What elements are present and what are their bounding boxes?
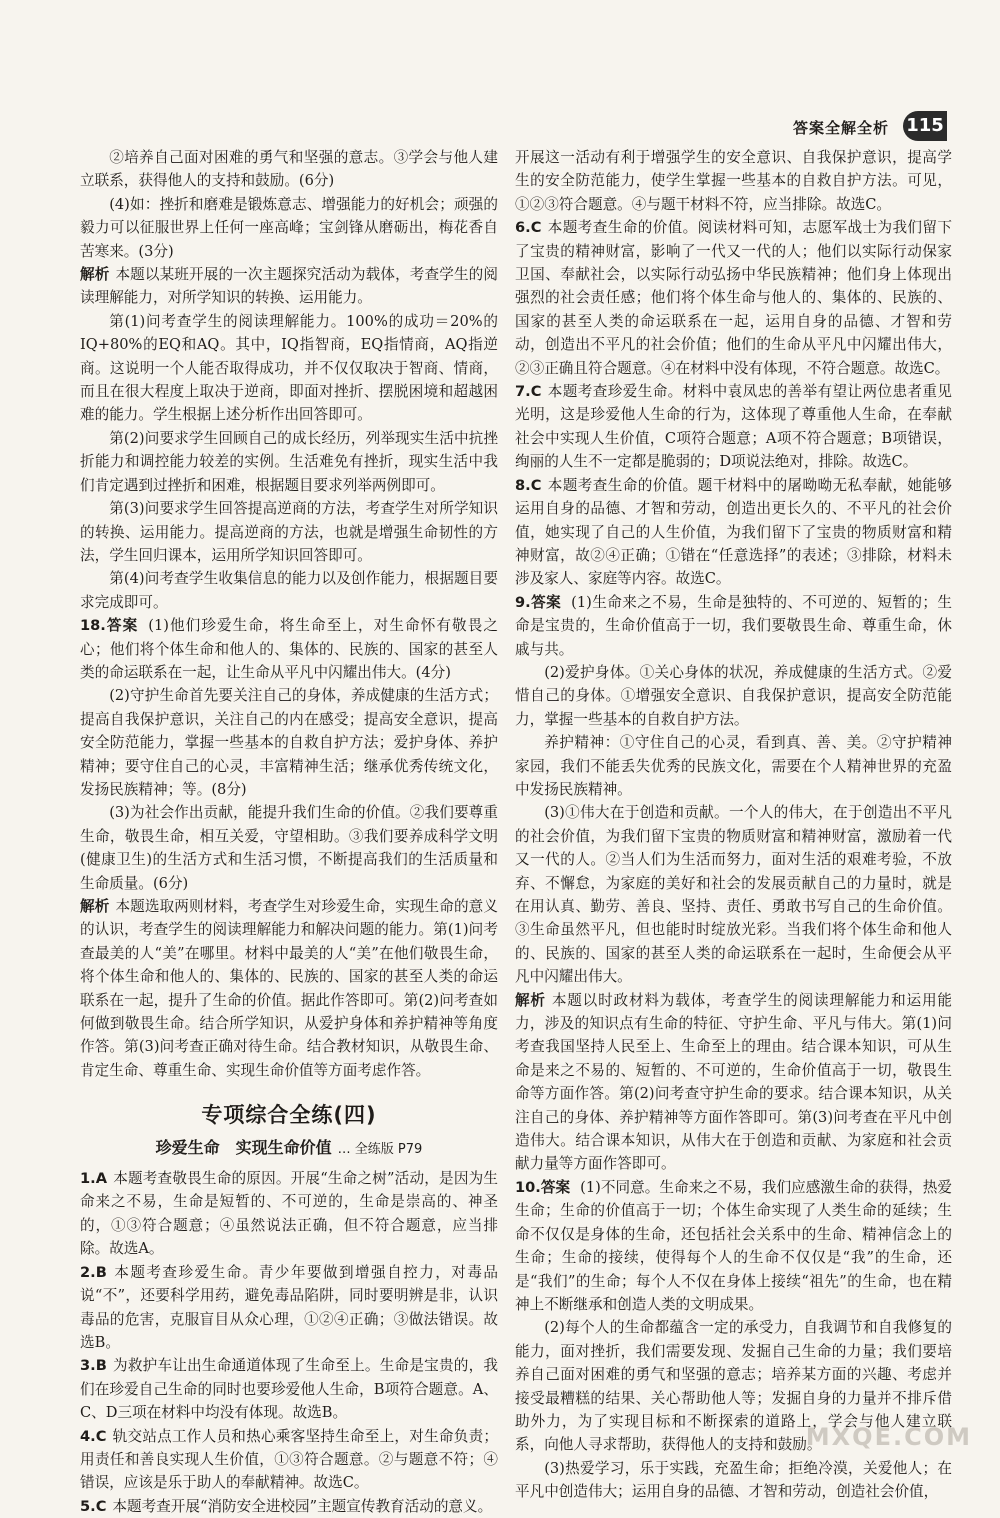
question-number: 18.答案 bbox=[80, 617, 139, 635]
question-number: 7.C bbox=[515, 383, 542, 401]
paragraph: (3)①伟大在于创造和贡献。一个人的伟大，在于创造出不平凡的社会价值，为我们留下宝贵的物质财富和精神财富，激励着一代又一代的人。②当人们为生活而努力，面对生活的艰难考验，不放弃、不懈怠，为家庭的美好和社会的发展贡献自己的力量时，就是在用认真、勤劳、善良、坚持、责任、勇敢书写自己的生命价值。③生命虽然平凡，但也能时时绽放光彩。当我们将个体生命和他人的、民族的、国家的甚至人类的命运联系在一起时，生命便会从平凡中闪耀出伟大。 bbox=[515, 804, 952, 986]
answer-text: 本题考查敬畏生命的原因。开展“生命之树”活动，是因为生命来之不易，生命是短暂的、不可逆的，生命是崇高的、神圣的，①③符合题意；④虽然说法正确，但不符合题意，应当排除。故选A。 bbox=[80, 1170, 498, 1258]
section-subtitle-text: 珍爱生命 实现生命价值 bbox=[155, 1137, 332, 1157]
section-subtitle bbox=[80, 1136, 498, 1161]
answer-text: 本题考查生命的价值。阅读材料可知，志愿军战士为我们留下了宝贵的精神财富，影响了一代又一代的人；他们以实际行动保家卫国、奉献社会，以实际行动弘扬中华民族精神；他们身上体现出强烈的社会责任感；他们将个体生命与他人的、集体的、民族的、国家的甚至人类的命运联系在一起，运用自身的品德、才智和劳动，创造出不平凡的社会价值；他们的生命从平凡中闪耀出伟大，②③正确且符合题意。④在材料中没有体现，不符合题意。故选C。 bbox=[515, 219, 952, 377]
answer-text: (1)不同意。生命来之不易，我们应感激生命的获得，热爱生命；生命的价值高于一切；个体生命实现了人类生命的延续；生命不仅仅是身体的生命，还包括社会关系中的生命、精神信念上的生命；生命的接续，使得每个人的生命不仅仅是“我”的生命，还是“我们”的生命；每个人不仅在身体上接续“祖先”的生命，也在精神上不断继承和创造人类的文明成果。 bbox=[515, 1178, 952, 1313]
answer-2 bbox=[80, 1261, 498, 1355]
watermark: MXQE.COM bbox=[805, 1423, 972, 1451]
page-header bbox=[0, 0, 1000, 150]
answer-5 bbox=[80, 1495, 498, 1518]
section-title: 专项综合全练(四) bbox=[201, 1103, 377, 1128]
answer-1 bbox=[80, 1167, 498, 1261]
answer-text: (1)生命来之不易，生命是独特的、不可逆的、短暂的；生命是宝贵的，生命价值高于一切，我们要敬畏生命、尊重生命，休戚与共。 bbox=[515, 593, 952, 658]
paragraph: 开展这一活动有利于增强学生的安全意识、自我保护意识，提高学生的安全防范能力，使学生掌握一些基本的自救自护方法。可见，①②③符合题意。④与题干材料不符，应当排除。故选C。 bbox=[515, 149, 952, 213]
answer-9 bbox=[515, 591, 952, 661]
answer-8 bbox=[515, 474, 952, 591]
analysis-text: 本题选取两则材料，考查学生对珍爱生命，实现生命的意义的认识，考查学生的阅读理解能力和解决问题的能力。第(1)问考查最美的人“美”在哪里。材料中最美的人“美”在他们敬畏生命，将个体生命和他人的、集体的、民族的、国家的甚至人类的命运联系在一起，提升了生命的价值。据此作答即可。第(2)问考查如何做到敬畏生命。结合所学知识，从爱护身体和养护精神等角度作答。第(3)问考查正确对待生命。结合教材知识，从敬畏生命、肯定生命、尊重生命、实现生命价值等方面考虑作答。 bbox=[80, 898, 498, 1079]
answer-text: 为救护车让出生命通道体现了生命至上。生命是宝贵的，我们在珍爱自己生命的同时也要珍爱他人生命，B项符合题意。A、C、D三项在材料中均没有体现。故选B。 bbox=[80, 1357, 498, 1422]
answer-3 bbox=[80, 1354, 498, 1424]
question-number: 9.答案 bbox=[515, 593, 562, 611]
header-title: 答案全解全析 bbox=[793, 119, 890, 137]
analysis-9 bbox=[515, 989, 952, 1176]
analysis-text: 本题以时政材料为载体，考查学生的阅读理解能力和运用能力，涉及的知识点有生命的特征、守护生命、平凡与伟大。第(1)问考查我国坚持人民至上、生命至上的理由。结合课本知识，可从生命是来之不易的、短暂的、不可逆的，生命价值高于一切，敬畏生命等方面作答。第(2)问考查守护生命的要求。结合课本知识，从关注自己的身体、养护精神等方面作答即可。第(3)问考查在平凡中创造伟大。结合课本知识，从伟大在于创造和贡献、为家庭和社会贡献力量等方面作答即可。 bbox=[515, 991, 952, 1173]
answer-7 bbox=[515, 380, 952, 474]
section-reference: … 全练版 P79 bbox=[337, 1141, 423, 1157]
answer-text: 本题考查生命的价值。题干材料中的屠呦呦无私奉献，她能够运用自身的品德、才智和劳动，创造出更长久的、不平凡的社会价值，她实现了自己的人生价值，为我们留下了宝贵的物质财富和精神财富，故②④正确；①错在“任意选择”的表述；③排除，材料未涉及家人、家庭等内容。故选C。 bbox=[515, 476, 952, 588]
paragraph: 第(3)问要求学生回答提高逆商的方法，考查学生对所学知识的转换、运用能力。提高逆商的方法，也就是增强生命韧性的方法，学生回归课本，运用所学知识回答即可。 bbox=[80, 500, 498, 564]
question-number: 6.C bbox=[515, 219, 542, 237]
paragraph: 第(1)问考查学生的阅读理解能力。100%的成功＝20%的IQ+80%的EQ和AQ。其中，IQ指智商，EQ指情商，AQ指逆商。这说明一个人能否取得成功，并不仅仅取决于智商、情商，而且在很大程度上取决于逆商，即面对挫折、摆脱困境和超越困难的能力。学生根据上述分析作出回答即可。 bbox=[80, 312, 498, 424]
answer-text: 本题考查开展“消防安全进校园”主题宣传教育活动的意义。 bbox=[112, 1497, 493, 1515]
question-number: 5.C bbox=[80, 1497, 107, 1515]
analysis-text: 本题以某班开展的一次主题探究活动为载体，考查学生的阅读理解能力，对所学知识的转换、运用能力。 bbox=[80, 266, 498, 307]
answer-4 bbox=[80, 1425, 498, 1495]
answer-6 bbox=[515, 216, 952, 380]
answer-18 bbox=[80, 614, 498, 684]
analysis-label: 解析 bbox=[515, 991, 546, 1009]
analysis-label: 解析 bbox=[80, 266, 110, 284]
paragraph bbox=[80, 263, 498, 310]
paragraph: (2)爱护身体。①关心身体的状况，养成健康的生活方式。②爱惜自己的身体。①增强安全意识、自我保护意识，提高安全防范能力，掌握一些基本的自救自护方法。 bbox=[515, 663, 952, 728]
paragraph: ②培养自己面对困难的勇气和坚强的意志。③学会与他人建立联系，获得他人的支持和鼓励。(6分) bbox=[80, 149, 498, 190]
question-number: 3.B bbox=[80, 1357, 107, 1375]
paragraph: (3)为社会作出贡献，能提升我们生命的价值。②我们要尊重生命，敬畏生命，相互关爱，守望相助。③我们要养成科学文明(健康卫生)的生活方式和生活习惯，不断提高我们的生活质量和生命质量。(6分) bbox=[80, 804, 498, 892]
paragraph: (4)如：挫折和磨难是锻炼意志、增强能力的好机会；顽强的毅力可以征服世界上任何一座高峰；宝剑锋从磨砺出，梅花香自苦寒来。(3分) bbox=[80, 195, 498, 260]
answer-text: 本题考查珍爱生命。材料中袁凤忠的善举有望让两位患者重见光明，这是珍爱他人生命的行为，这体现了尊重他人生命，在奉献社会中实现人生价值，C项符合题意；A项不符合题意；B项错误，绚丽的人生不一定都是脆弱的；D项说法绝对，排除。故选C。 bbox=[515, 383, 952, 471]
answer-text: 轨交站点工作人员和热心乘客坚持生命至上，对生命负责；用责任和善良实现人生价值，①③符合题意。②与题意不符；④错误，应该是乐于助人的奉献精神。故选C。 bbox=[80, 1427, 498, 1492]
analysis-18 bbox=[80, 895, 498, 1082]
left-column bbox=[80, 146, 498, 1518]
analysis-label: 解析 bbox=[80, 898, 110, 915]
paragraph: (2)每个人的生命都蕴含一定的承受力，自我调节和自我修复的能力，面对挫折，我们需要发现、发掘自己生命的力量；我们要培养自己面对困难的勇气和坚强的意志；培养某方面的兴趣、考虑并接受最糟糕的结果、关心帮助他人等；发掘自身的力量并不排斥借助外力，为了实现目标和不断探索的道路上，学会与他人建立联系，向他人寻求帮助，获得他人的支持和鼓励。 bbox=[515, 1319, 952, 1454]
paragraph: 第(4)问考查学生收集信息的能力以及创作能力，根据题目要求完成即可。 bbox=[80, 570, 498, 611]
question-number: 10.答案 bbox=[515, 1178, 571, 1196]
question-number: 8.C bbox=[515, 476, 542, 494]
paragraph: (3)热爱学习，乐于实践，充盈生命；拒绝冷漠，关爱他人；在平凡中创造伟大；运用自身的品德、才智和劳动，创造社会价值， bbox=[515, 1459, 952, 1501]
question-number: 4.C bbox=[80, 1427, 107, 1445]
paragraph: 养护精神：①守住自己的心灵，看到真、善、美。②守护精神家园，我们不能丢失优秀的民族文化，需要在个人精神世界的充盈中发扬民族精神。 bbox=[515, 734, 952, 798]
paragraph: (2)守护生命首先要关注自己的身体，养成健康的生活方式；提高自我保护意识，关注自己的内在感受；提高安全意识，提高安全防范能力，掌握一些基本的自救自护方法；爱护身体、养护精神；要守住自己的心灵，丰富精神生活；继承优秀传统文化，发扬民族精神；等。(8分) bbox=[80, 687, 498, 798]
question-number: 1.A bbox=[80, 1170, 107, 1188]
answer-10 bbox=[515, 1176, 952, 1316]
right-column bbox=[515, 146, 952, 1504]
question-number: 2.B bbox=[80, 1263, 107, 1281]
page-number: 115 bbox=[903, 111, 947, 141]
answer-text: 本题考查珍爱生命。青少年要做到增强自控力，对毒品说“不”，还要科学用药，避免毒品陷阱，同时要明辨是非，认识毒品的危害，克服盲目从众心理，①②④正确；③做法错误。故选B。 bbox=[80, 1263, 498, 1351]
paragraph: 第(2)问要求学生回顾自己的成长经历，列举现实生活中抗挫折能力和调控能力较差的实例。生活难免有挫折，现实生活中我们肯定遇到过挫折和困难，根据题目要求列举两例即可。 bbox=[80, 429, 498, 494]
answer-text: (1)他们珍爱生命，将生命至上，对生命怀有敬畏之心；他们将个体生命和他人的、集体的、民族的、国家的甚至人类的命运联系在一起，让生命从平凡中闪耀出伟大。(4分) bbox=[80, 617, 498, 681]
